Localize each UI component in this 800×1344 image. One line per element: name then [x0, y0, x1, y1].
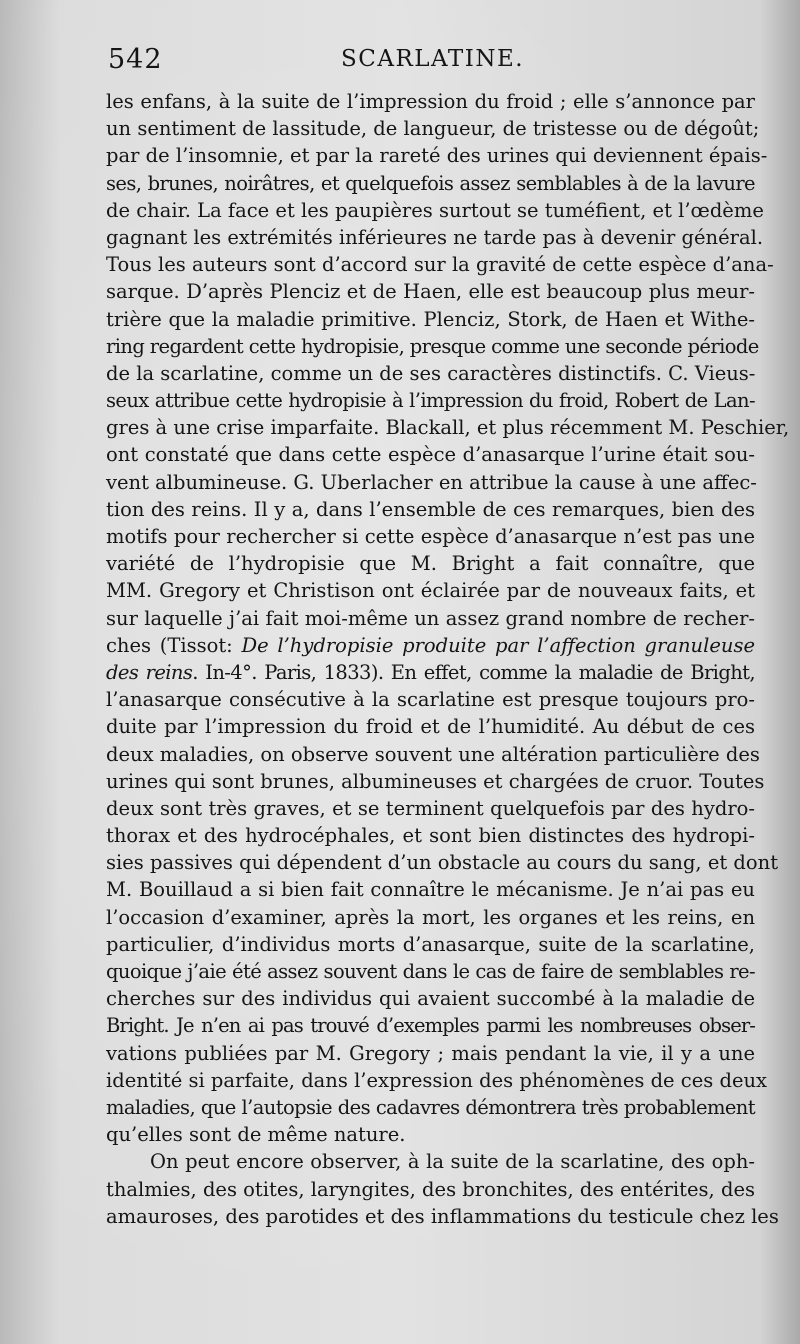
text-line: Tous les auteurs sont d’accord sur la gravité de cette espèce d’ana-: [106, 253, 774, 277]
text-line-with-citation: [106, 632, 755, 659]
text-line: thorax et des hydrocéphales, et sont bien distinctes des hydropi-: [106, 824, 755, 848]
text-line: ont constaté que dans cette espèce d’anasarque l’urine était sou-: [106, 443, 755, 467]
citation-title: des reins: [106, 660, 193, 684]
text-line: amauroses, des parotides et des inflammations du testicule chez les: [106, 1204, 779, 1228]
text-line-with-citation: [106, 659, 755, 686]
text-line: thalmies, des otites, laryngites, des bronchites, des entérites, des: [106, 1177, 755, 1201]
page-header: [108, 44, 758, 78]
text-line: cherches sur des individus qui avaient succombé à la maladie de: [106, 987, 755, 1011]
text-line: motifs pour rechercher si cette espèce d’anasarque n’est pas une: [106, 525, 755, 548]
text-line: sies passives qui dépendent d’un obstacle au cours du sang, et dont: [106, 851, 779, 875]
text-line: urines qui sont brunes, albumineuses et chargées de cruor. Toutes: [106, 769, 765, 793]
text-line: tion des reins. Il y a, dans l’ensemble de ces remarques, bien des: [106, 497, 755, 521]
text-line: gres à une crise imparfaite. Blackall, et plus récemment M. Peschier,: [106, 416, 790, 440]
text-line: sarque. D’après Plenciz et de Haen, elle est beaucoup plus meur-: [106, 280, 755, 304]
text-line: variété de l’hydropisie que M. Bright a fait connaître, que: [106, 552, 755, 576]
text-line: On peut encore observer, à la suite de la scarlatine, des oph-: [150, 1150, 755, 1174]
line-text: . In-4°. Paris, 1833). En effet, comme la maladie de Bright,: [192, 660, 755, 684]
citation-title: De l’hydropisie produite par l’affection granuleuse: [241, 633, 755, 657]
text-line: sur laquelle j’ai fait moi-même un assez grand nombre de recher-: [106, 606, 755, 630]
text-line: par de l’insomnie, et par la rareté des urines qui deviennent épais-: [106, 144, 768, 168]
body-text: [106, 88, 790, 1230]
text-line: l’anasarque consécutive à la scarlatine est presque toujours pro-: [106, 688, 755, 712]
text-line: qu’elles sont de même nature.: [106, 1123, 406, 1147]
text-line: les enfans, à la suite de l’impression du froid ; elle s’annonce par: [106, 90, 755, 113]
text-line: vent albumineuse. G. Uberlacher en attribue la cause à une affec-: [106, 470, 757, 494]
text-line: MM. Gregory et Christison ont éclairée par de nouveaux faits, et: [106, 579, 755, 603]
text-line: trière que la maladie primitive. Plenciz, Stork, de Haen et Withe-: [106, 307, 755, 331]
text-line: identité si parfaite, dans l’expression des phénomènes de ces deux: [106, 1068, 768, 1092]
page-number: 542: [108, 44, 163, 75]
text-line: vations publiées par M. Gregory ; mais pendant la vie, il y a une: [106, 1041, 755, 1065]
text-line: quoique j’aie été assez souvent dans le cas de faire de semblables re-: [106, 960, 755, 983]
text-line: duite par l’impression du froid et de l’humidité. Au début de ces: [106, 715, 755, 739]
text-line: gagnant les extrémités inférieures ne tarde pas à devenir général.: [106, 225, 764, 249]
running-title: SCARLATINE.: [341, 46, 525, 72]
text-line: un sentiment de lassitude, de langueur, de tristesse ou de dégoût;: [106, 117, 760, 141]
text-line: de chair. La face et les paupières surtout se tuméfient, et l’œdème: [106, 198, 764, 222]
text-line: l’occasion d’examiner, après la mort, les organes et les reins, en: [106, 905, 755, 929]
text-line: Bright. Je n’en ai pas trouvé d’exemples parmi les nombreuses obser-: [106, 1014, 755, 1038]
text-line: M. Bouillaud a si bien fait connaître le mécanisme. Je n’ai pas eu: [106, 878, 755, 902]
text-line: ses, brunes, noirâtres, et quelquefois assez semblables à de la lavure: [106, 171, 755, 195]
text-line: ring regardent cette hydropisie, presque comme une seconde période: [106, 334, 759, 358]
text-line: maladies, que l’autopsie des cadavres démontrera très probablement: [106, 1095, 755, 1119]
text-line: de la scarlatine, comme un de ses caractères distinctifs. C. Vieus-: [106, 361, 756, 385]
text-line: deux maladies, on observe souvent une altération particulière des: [106, 742, 760, 766]
line-text: ches (Tissot:: [106, 633, 242, 657]
text-line: deux sont très graves, et se terminent quelquefois par des hydro-: [106, 796, 755, 820]
text-line: particulier, d’individus morts d’anasarque, suite de la scarlatine,: [106, 932, 755, 956]
text-line: seux attribue cette hydropisie à l’impression du froid, Robert de Lan-: [106, 389, 755, 413]
